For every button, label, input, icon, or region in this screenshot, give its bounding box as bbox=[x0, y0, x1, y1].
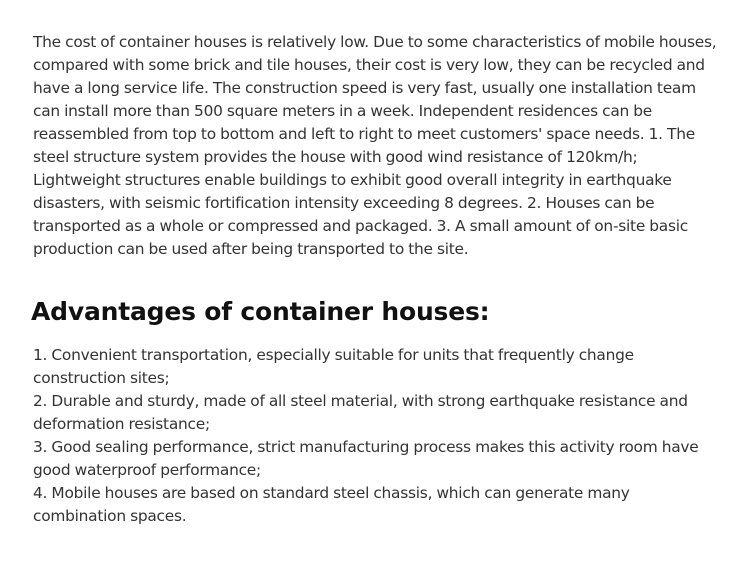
list-item: 3. Good sealing performance, strict manufacturing process makes this activity room have good waterproof performance; bbox=[33, 438, 699, 479]
list-item: 1. Convenient transportation, especially suitable for units that frequently change construction sites; bbox=[33, 346, 634, 387]
list-item: 4. Mobile houses are based on standard steel chassis, which can generate many combination spaces. bbox=[33, 484, 630, 525]
intro-paragraph: The cost of container houses is relatively low. Due to some characteristics of mobile houses, compared with some brick and tile houses, their cost is very low, they can be recycled and have a long service life. The construction speed is very fast, usually one installation team can install more than 500 square meters in a week. Independent residences can be reassembled from top to bottom and left to right to meet customers' space needs. 1. The steel structure system provides the house with good wind resistance of 120km/h; Lightweight structures enable buildings to exhibit good overall integrity in earthquake disasters, with seismic fortification intensity exceeding 8 degrees. 2. Houses can be transported as a whole or compressed and packaged. 3. A small amount of on-site basic production can be used after being transported to the site. bbox=[33, 33, 717, 258]
advantages-heading: Advantages of container houses: bbox=[31, 297, 490, 326]
article-content bbox=[31, 31, 717, 525]
advantages-list bbox=[33, 344, 717, 528]
list-item: 2. Durable and sturdy, made of all steel material, with strong earthquake resistance and deformation resistance; bbox=[33, 392, 688, 433]
